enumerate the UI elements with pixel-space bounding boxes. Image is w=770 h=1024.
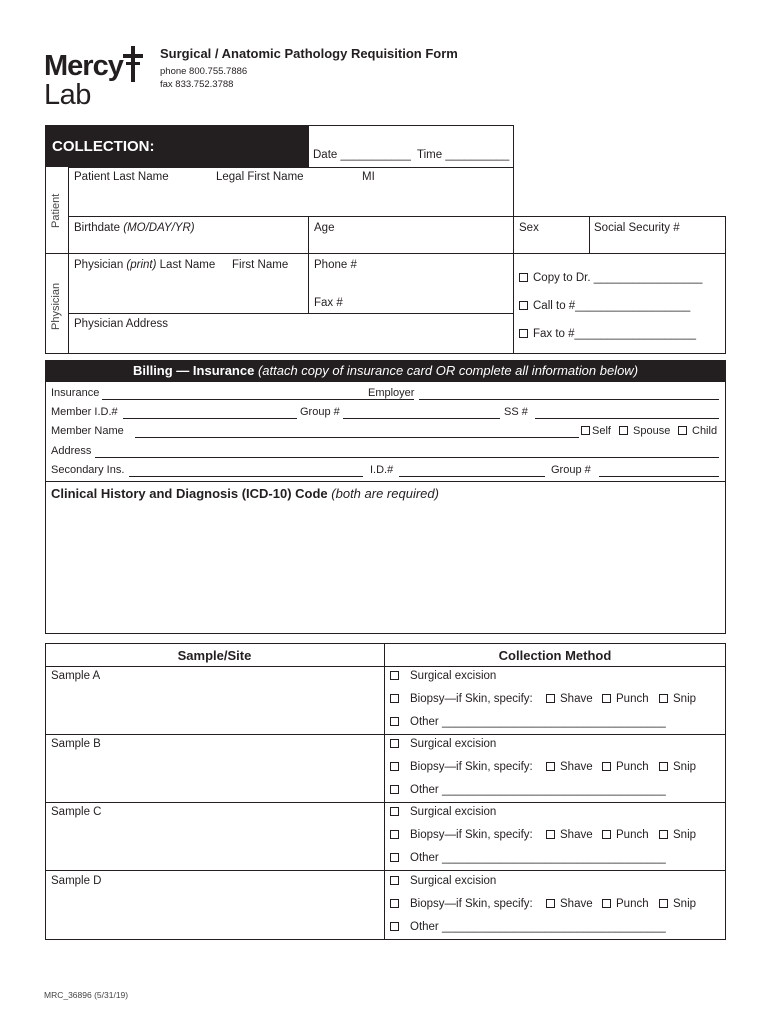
child-option[interactable] xyxy=(678,425,717,437)
secondary-ins-row xyxy=(51,464,719,478)
logo-text-mercy: Mercy xyxy=(44,50,123,82)
group-label: Group # xyxy=(300,406,340,418)
punch-checkbox[interactable] xyxy=(602,762,611,771)
cross-icon xyxy=(120,46,146,82)
sample-name[interactable]: Sample B xyxy=(51,738,101,750)
other-label: Other ___________________________________ xyxy=(410,921,666,933)
address-row xyxy=(51,445,719,459)
other-label: Other ___________________________________ xyxy=(410,852,666,864)
biopsy-option[interactable] xyxy=(390,693,533,705)
insurance-input[interactable] xyxy=(102,399,414,400)
fax-number: fax 833.752.3788 xyxy=(160,79,234,90)
employer-label: Employer xyxy=(368,387,415,399)
snip-label: Snip xyxy=(673,898,697,910)
date-field[interactable]: Date ___________ xyxy=(313,149,411,161)
child-checkbox[interactable] xyxy=(678,426,687,435)
shave-checkbox[interactable] xyxy=(546,694,555,703)
other-option[interactable] xyxy=(390,784,666,796)
punch-option[interactable] xyxy=(602,829,649,841)
snip-checkbox[interactable] xyxy=(659,762,668,771)
sample-site-header: Sample/Site xyxy=(177,648,252,663)
physician-address-field[interactable]: Physician Address xyxy=(74,318,168,330)
shave-label: Shave xyxy=(560,761,593,773)
self-label: Self xyxy=(592,425,611,437)
billing-heading-note: (attach copy of insurance card OR complete all information below) xyxy=(257,363,639,378)
call-to-option[interactable] xyxy=(519,300,690,312)
biopsy-checkbox[interactable] xyxy=(390,899,399,908)
surgical-label: Surgical excision xyxy=(410,670,497,682)
member-id-input[interactable] xyxy=(123,418,297,419)
snip-option[interactable] xyxy=(659,693,696,705)
shave-option[interactable] xyxy=(546,898,593,910)
snip-checkbox[interactable] xyxy=(659,694,668,703)
physician-last-name-label: Last Name xyxy=(159,259,216,271)
punch-checkbox[interactable] xyxy=(602,830,611,839)
employer-input[interactable] xyxy=(419,399,719,400)
logo xyxy=(44,46,154,112)
other-option[interactable] xyxy=(390,852,666,864)
id-input[interactable] xyxy=(399,476,545,477)
snip-option[interactable] xyxy=(659,761,696,773)
member-name-input[interactable] xyxy=(135,437,579,438)
copy-to-label: Copy to Dr. _________________ xyxy=(533,272,703,284)
snip-label: Snip xyxy=(673,829,697,841)
age-field[interactable]: Age xyxy=(314,222,335,234)
surgical-checkbox[interactable] xyxy=(390,739,399,748)
ssn-field[interactable]: Social Security # xyxy=(594,222,680,234)
member-id-row xyxy=(51,406,719,420)
snip-option[interactable] xyxy=(659,898,696,910)
member-id-label: Member I.D.# xyxy=(51,406,118,418)
punch-option[interactable] xyxy=(602,761,649,773)
print-label: (print) xyxy=(126,259,157,271)
mi-field[interactable]: MI xyxy=(362,171,375,183)
other-option[interactable] xyxy=(390,921,666,933)
biopsy-option[interactable] xyxy=(390,829,533,841)
biopsy-checkbox[interactable] xyxy=(390,694,399,703)
physician-first-name-field[interactable]: First Name xyxy=(232,259,289,271)
spouse-label: Spouse xyxy=(633,425,671,437)
self-option[interactable] xyxy=(581,425,611,437)
biopsy-checkbox[interactable] xyxy=(390,830,399,839)
shave-checkbox[interactable] xyxy=(546,762,555,771)
punch-option[interactable] xyxy=(602,693,649,705)
shave-option[interactable] xyxy=(546,761,593,773)
surgical-option[interactable] xyxy=(390,738,496,750)
punch-label: Punch xyxy=(616,829,649,841)
address-label: Address xyxy=(51,445,92,457)
copy-to-checkbox[interactable] xyxy=(519,273,528,282)
logo-text-lab: Lab xyxy=(44,79,91,111)
surgical-option[interactable] xyxy=(390,806,496,818)
sex-field[interactable]: Sex xyxy=(519,222,539,234)
shave-option[interactable] xyxy=(546,829,593,841)
address-input[interactable] xyxy=(95,457,719,458)
insurance-row xyxy=(51,387,719,401)
collection-method-header: Collection Method xyxy=(498,648,612,663)
punch-checkbox[interactable] xyxy=(602,899,611,908)
call-to-label: Call to #__________________ xyxy=(533,300,691,312)
surgical-checkbox[interactable] xyxy=(390,671,399,680)
biopsy-label: Biopsy—if Skin, specify: xyxy=(410,829,533,841)
phone-number: phone 800.755.7886 xyxy=(160,66,248,77)
billing-heading: Billing — Insurance xyxy=(132,363,255,378)
patient-side-label: Patient xyxy=(50,193,62,228)
fax-to-option[interactable] xyxy=(519,328,696,340)
surgical-checkbox[interactable] xyxy=(390,876,399,885)
time-field[interactable]: Time __________ xyxy=(417,149,510,161)
birthdate-format: (MO/DAY/YR) xyxy=(123,222,195,234)
clinical-heading xyxy=(51,486,439,501)
ss-input[interactable] xyxy=(535,418,719,419)
punch-label: Punch xyxy=(616,898,649,910)
group2-input[interactable] xyxy=(599,476,719,477)
billing-header xyxy=(45,360,726,382)
other-checkbox[interactable] xyxy=(390,785,399,794)
legal-first-name-field[interactable]: Legal First Name xyxy=(216,171,304,183)
form-title: Surgical / Anatomic Pathology Requisition Form xyxy=(160,46,458,61)
biopsy-label: Biopsy—if Skin, specify: xyxy=(410,898,533,910)
collection-header xyxy=(45,125,309,167)
other-label: Other ___________________________________ xyxy=(410,716,666,728)
group-input[interactable] xyxy=(343,418,500,419)
call-to-checkbox[interactable] xyxy=(519,301,528,310)
other-option[interactable] xyxy=(390,716,666,728)
self-checkbox[interactable] xyxy=(581,426,590,435)
surgical-option[interactable] xyxy=(390,670,496,682)
other-checkbox[interactable] xyxy=(390,853,399,862)
spouse-checkbox[interactable] xyxy=(619,426,628,435)
physician-label: Physician xyxy=(74,259,124,271)
shave-checkbox[interactable] xyxy=(546,830,555,839)
clinical-heading-bold: Clinical History and Diagnosis (ICD-10) Code xyxy=(51,486,328,501)
ss-label: SS # xyxy=(504,406,528,418)
other-checkbox[interactable] xyxy=(390,717,399,726)
collection-heading: COLLECTION: xyxy=(52,138,155,155)
sample-name[interactable]: Sample A xyxy=(51,670,101,682)
snip-label: Snip xyxy=(673,693,697,705)
member-name-row xyxy=(51,425,719,439)
fax-to-label: Fax to #___________________ xyxy=(533,328,697,340)
physician-fax-field[interactable]: Fax # xyxy=(314,297,343,309)
surgical-checkbox[interactable] xyxy=(390,807,399,816)
snip-checkbox[interactable] xyxy=(659,899,668,908)
group2-label: Group # xyxy=(551,464,591,476)
punch-label: Punch xyxy=(616,761,649,773)
shave-label: Shave xyxy=(560,898,593,910)
biopsy-option[interactable] xyxy=(390,761,533,773)
surgical-label: Surgical excision xyxy=(410,806,497,818)
form-code: MRC_36896 (5/31/19) xyxy=(44,990,129,1000)
secondary-ins-label: Secondary Ins. xyxy=(51,464,125,476)
birthdate-label: Birthdate xyxy=(74,222,121,234)
id-label: I.D.# xyxy=(370,464,394,476)
punch-label: Punch xyxy=(616,693,649,705)
patient-last-name-field[interactable]: Patient Last Name xyxy=(74,171,169,183)
birthdate-field[interactable] xyxy=(74,222,195,234)
shave-label: Shave xyxy=(560,829,593,841)
biopsy-option[interactable] xyxy=(390,898,533,910)
biopsy-label: Biopsy—if Skin, specify: xyxy=(410,693,533,705)
other-label: Other ___________________________________ xyxy=(410,784,666,796)
fax-to-checkbox[interactable] xyxy=(519,329,528,338)
punch-checkbox[interactable] xyxy=(602,694,611,703)
shave-option[interactable] xyxy=(546,693,593,705)
copy-to-option[interactable] xyxy=(519,272,702,284)
physician-last-name-field[interactable] xyxy=(74,259,215,271)
shave-checkbox[interactable] xyxy=(546,899,555,908)
clinical-heading-note: (both are required) xyxy=(331,486,439,501)
spouse-option[interactable] xyxy=(619,425,670,437)
punch-option[interactable] xyxy=(602,898,649,910)
child-label: Child xyxy=(692,425,718,437)
surgical-label: Surgical excision xyxy=(410,875,497,887)
surgical-option[interactable] xyxy=(390,875,496,887)
shave-label: Shave xyxy=(560,693,593,705)
clinical-history-textarea[interactable] xyxy=(47,504,723,632)
biopsy-checkbox[interactable] xyxy=(390,762,399,771)
physician-side-label: Physician xyxy=(50,282,62,330)
surgical-label: Surgical excision xyxy=(410,738,497,750)
other-checkbox[interactable] xyxy=(390,922,399,931)
sample-name[interactable]: Sample C xyxy=(51,806,102,818)
secondary-ins-input[interactable] xyxy=(129,476,363,477)
snip-checkbox[interactable] xyxy=(659,830,668,839)
snip-option[interactable] xyxy=(659,829,696,841)
member-name-label: Member Name xyxy=(51,425,124,437)
sample-name[interactable]: Sample D xyxy=(51,875,102,887)
physician-phone-field[interactable]: Phone # xyxy=(314,259,357,271)
snip-label: Snip xyxy=(673,761,697,773)
biopsy-label: Biopsy—if Skin, specify: xyxy=(410,761,533,773)
insurance-label: Insurance xyxy=(51,387,100,399)
